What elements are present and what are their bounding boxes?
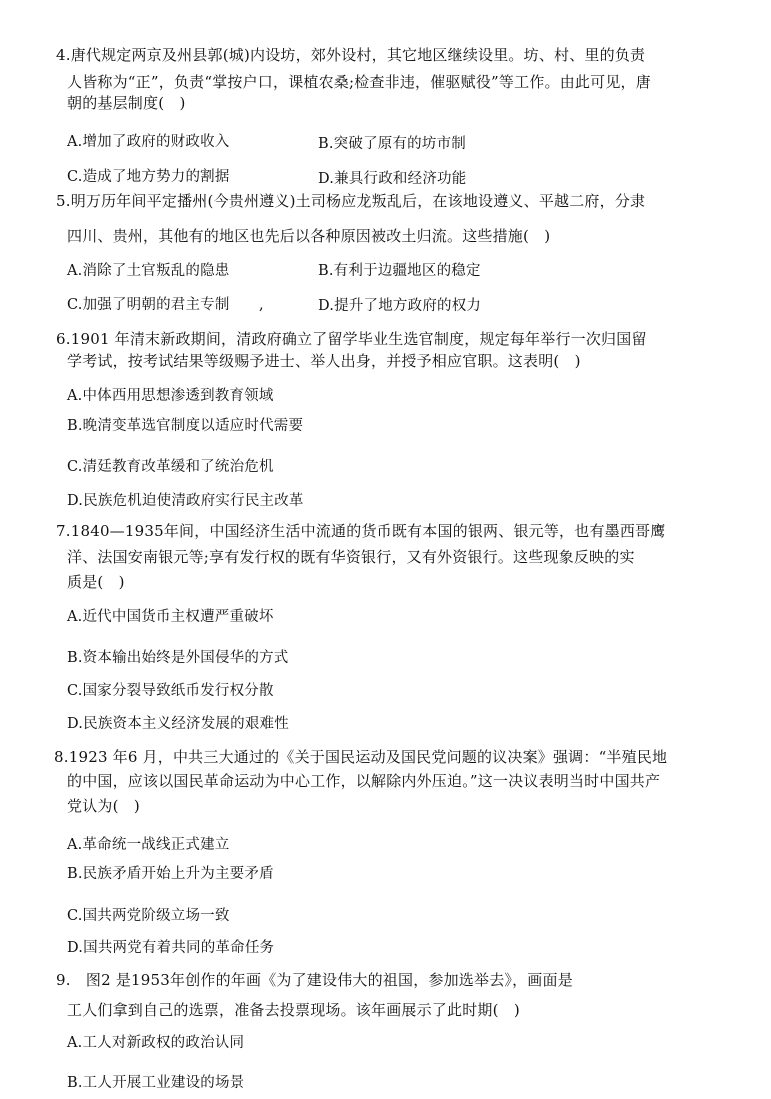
q4-option-b: B.突破了原有的坊市制: [318, 136, 466, 152]
q5-option-a: A.消除了土官叛乱的隐患: [67, 263, 230, 279]
q8-option-a: A.革命统一战线正式建立: [67, 837, 230, 853]
q8-stem-line-2: 的中国，应该以国民革命运动为中心工作，以解除内外压迫。”这一决议表明当时中国共产: [67, 772, 661, 790]
q9-stem-line-1: 9. 图2 是1953年创作的年画《为了建设伟大的祖国，参加选举去》，画面是: [56, 971, 573, 989]
q4-stem-line-3: 朝的基层制度( ): [67, 94, 186, 112]
q5-stem-line-2: 四川、贵州，其他有的地区也先后以各种原因被改土归流。这些措施( ): [67, 227, 551, 245]
q8-stem-line-1: 8.1923 年6 月，中共三大通过的《关于国民运动及国民党问题的议决案》强调：“半殖民地: [54, 748, 668, 766]
q5-option-b: B.有利于边疆地区的稳定: [318, 263, 481, 279]
q4-stem-line-1: 4.唐代规定两京及州县郭(城)内设坊，郊外设村，其它地区继续设里。坊、村、里的负责: [56, 46, 646, 64]
q8-option-d: D.国共两党有着共同的革命任务: [67, 940, 275, 956]
q5-stem-line-1: 5.明万历年间平定播州(今贵州遵义)土司杨应龙叛乱后，在该地设遵义、平越二府，分隶: [56, 192, 646, 210]
q4-option-d: D.兼具行政和经济功能: [318, 171, 467, 187]
q9-stem-line-2: 工人们拿到自己的选票，准备去投票现场。该年画展示了此时期( ): [67, 1001, 520, 1019]
q6-option-b: B.晚清变革选官制度以适应时代需要: [67, 418, 304, 434]
q7-stem-line-2: 洋、法国安南银元等;享有发行权的既有华资银行，又有外资银行。这些现象反映的实: [67, 548, 635, 566]
q9-option-a: A.工人对新政权的政治认同: [67, 1035, 245, 1051]
q7-option-c: C.国家分裂导致纸币发行权分散: [67, 683, 274, 699]
q6-option-c: C.清廷教育改革缓和了统治危机: [67, 459, 274, 475]
q4-stem-line-2: 人皆称为“正”，负责“掌按户口，课植农桑;检查非违，催驱赋役”等工作。由此可见，唐: [67, 73, 651, 91]
q8-option-c: C.国共两党阶级立场一致: [67, 908, 230, 924]
q4-option-a: A.增加了政府的财政收入: [67, 134, 230, 150]
q7-option-b: B.资本输出始终是外国侵华的方式: [67, 650, 289, 666]
q7-stem-line-1: 7.1840—1935年间，中国经济生活中流通的货币既有本国的银两、银元等，也有墨西哥鹰: [56, 522, 666, 540]
q9-option-b: B.工人开展工业建设的场景: [67, 1075, 245, 1091]
q7-stem-line-3: 质是( ): [67, 573, 125, 591]
q6-stem-line-1: 6.1901 年清末新政期间，清政府确立了留学毕业生选官制度，规定每年举行一次归国留: [56, 330, 647, 348]
q7-option-d: D.民族资本主义经济发展的艰难性: [67, 716, 289, 732]
q8-option-b: B.民族矛盾开始上升为主要矛盾: [67, 866, 274, 882]
q4-option-c: C.造成了地方势力的割据: [67, 169, 230, 185]
q6-option-d: D.民族危机迫使清政府实行民主改革: [67, 493, 304, 509]
q7-option-a: A.近代中国货币主权遭严重破坏: [67, 609, 274, 625]
q6-stem-line-2: 学考试，按考试结果等级赐予进士、举人出身，并授予相应官职。这表明( ): [67, 352, 581, 370]
q5-option-d: D.提升了地方政府的权力: [318, 298, 482, 314]
q8-stem-line-3: 党认为( ): [67, 797, 140, 815]
q6-option-a: A.中体西用思想渗透到教育领域: [67, 388, 274, 404]
q5-option-c: C.加强了明朝的君主专制 ,: [67, 297, 264, 313]
